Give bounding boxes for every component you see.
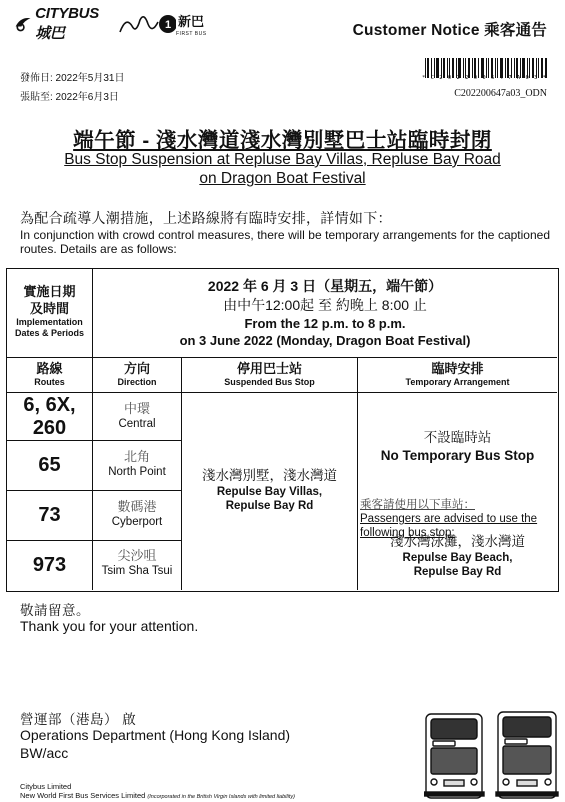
direction-en: Central	[118, 418, 156, 430]
issue-date: 發佈日: 2022年5月31日	[20, 73, 125, 84]
direction-zh: 尖沙咀	[117, 548, 157, 563]
legal-line-2	[20, 791, 295, 802]
header-arrangement-zh: 臨時安排	[431, 361, 484, 376]
table-row-route	[7, 554, 92, 577]
direction-en: Cyberport	[111, 516, 163, 528]
period-time-en: From the 12 p.m. to 8 p.m.	[244, 316, 406, 331]
table-divider	[7, 540, 182, 541]
department-zh: 營運部（港島） 啟	[20, 712, 137, 727]
barcode-number: * C 2 0 2 2 0 0 6 4 7 A 0 3 *	[421, 75, 547, 81]
period-time-zh: 由中午12:00起 至 約晚上 8:00 止	[223, 297, 427, 313]
direction-en: North Point	[108, 466, 166, 478]
route-number: 973	[32, 554, 67, 576]
table-row-route	[7, 454, 92, 477]
department-en: Operations Department (Hong Kong Island)	[20, 727, 291, 743]
legal-line-1: Citybus Limited	[20, 782, 72, 791]
alt-stop-en-2: Repulse Bay Rd	[413, 566, 502, 578]
arrangement-table	[6, 268, 559, 592]
header-routes	[7, 360, 92, 388]
notice-heading-en-line1: Bus Stop Suspension at Repluse Bay Villas, Repluse Bay Road	[64, 151, 501, 168]
citybus-wing-icon	[14, 13, 32, 35]
table-divider	[7, 357, 557, 358]
period-label-zh: 實施日期及時間	[23, 284, 76, 316]
closing-zh: 敬請留意。	[20, 603, 90, 618]
period-date-zh: 2022 年 6 月 3 日（星期五，端午節）	[207, 278, 443, 294]
svg-text:1: 1	[164, 19, 172, 31]
table-divider	[7, 440, 182, 441]
period-details	[93, 277, 557, 349]
firstbus-logo-sub: FIRST BUS	[176, 31, 207, 37]
no-temp-stop-zh: 不設臨時站	[423, 430, 492, 445]
route-number: 73	[38, 504, 61, 526]
firstbus-logo	[118, 8, 238, 40]
header-direction-zh: 方向	[123, 361, 150, 376]
header-routes-en: Routes	[34, 377, 65, 387]
period-label-en-2: Dates & Periods	[14, 328, 85, 338]
temporary-arrangement	[358, 429, 557, 465]
no-temp-stop-en: No Temporary Bus Stop	[380, 448, 535, 463]
closing-en: Thank you for your attention.	[20, 618, 199, 634]
alt-stop-zh: 淺水灣泳灘，淺水灣道	[390, 534, 525, 549]
intro-text-zh: 為配合疏導人潮措施，上述路線將有臨時安排，詳情如下：	[20, 210, 392, 226]
legal-company: New World First Bus Services Limited	[20, 791, 146, 800]
direction-zh: 北角	[123, 449, 150, 464]
citybus-logo-text: CITYBUS城巴	[35, 5, 99, 42]
header-suspended-en: Suspended Bus Stop	[224, 377, 315, 387]
advice-zh: 乘客請使用以下車站：	[360, 499, 475, 511]
header-suspended-stop	[182, 360, 357, 388]
advice-en-1: Passengers are advised to use the	[360, 513, 538, 525]
suspended-stop-en-1: Repulse Bay Villas,	[216, 486, 323, 498]
route-number: 6, 6X,	[23, 394, 76, 416]
notice-heading-en	[0, 150, 565, 188]
suspended-stop-zh: 淺水灣別墅，淺水灣道	[202, 468, 337, 483]
table-divider	[7, 392, 557, 393]
period-label-en-1: Implementation	[16, 317, 83, 327]
table-row-route	[7, 394, 92, 440]
header-direction-en: Direction	[117, 377, 157, 387]
table-row-direction	[93, 401, 181, 431]
direction-zh: 中環	[123, 401, 150, 416]
period-date-en: on 3 June 2022 (Monday, Dragon Boat Festival)	[179, 333, 471, 348]
post-date: 張貼至: 2022年6月3日	[20, 92, 119, 103]
table-divider	[7, 490, 182, 491]
advice-en-2: following bus stop:	[360, 527, 455, 539]
table-row-direction	[93, 548, 181, 578]
alternative-stop	[358, 533, 557, 579]
citybus-logo	[14, 5, 112, 42]
firstbus-swoosh-icon	[118, 12, 176, 36]
table-row-route	[7, 504, 92, 527]
table-row-direction	[93, 449, 181, 479]
direction-en: Tsim Sha Tsui	[101, 565, 173, 577]
period-label	[7, 283, 92, 339]
double-decker-buses-icon	[424, 708, 559, 800]
notice-heading-en-line2: on Dragon Boat Festival	[199, 170, 366, 187]
header-direction	[93, 360, 181, 388]
suspended-stop-en-2: Repulse Bay Rd	[225, 500, 314, 512]
notice-title: Customer Notice 乘客通告	[352, 22, 547, 39]
header-arrangement	[358, 360, 557, 388]
intro-text-en: In conjunction with crowd control measures, there will be temporary arrangements for the captioned routes. Details are as follows:	[20, 228, 550, 256]
reference: BW/acc	[20, 745, 69, 761]
header-arrangement-en: Temporary Arrangement	[405, 377, 510, 387]
firstbus-logo-text: 新巴	[178, 14, 205, 29]
notice-heading-zh: 端午節 - 淺水灣道淺水灣別墅巴士站臨時封閉	[73, 129, 492, 152]
reference-code: C202200647a03_ODN	[454, 88, 547, 99]
alt-stop-en-1: Repulse Bay Beach,	[402, 552, 513, 564]
route-number: 260	[32, 417, 67, 439]
table-row-direction	[93, 499, 181, 529]
suspended-stop	[182, 467, 357, 513]
header-routes-zh: 路線	[36, 361, 63, 376]
direction-zh: 數碼港	[117, 499, 157, 514]
header-suspended-zh: 停用巴士站	[236, 361, 302, 376]
legal-note: (Incorporated in the British Virgin Islands with limited liability)	[147, 794, 295, 800]
route-number: 65	[38, 454, 61, 476]
